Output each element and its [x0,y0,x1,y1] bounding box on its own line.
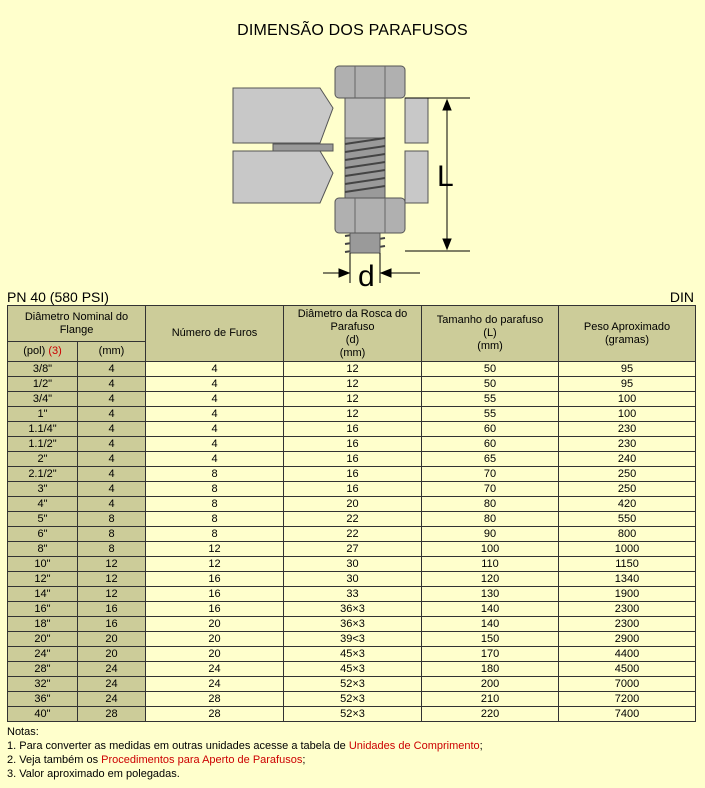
cell-peso: 7400 [559,707,696,722]
cell-mm: 4 [78,362,146,377]
table-row [8,422,696,437]
cell-mm: 8 [78,527,146,542]
cell-pol: 6" [8,527,78,542]
header-tamanho-line3: (mm) [477,340,503,352]
cell-tamanho: 220 [422,707,559,722]
cell-peso: 7000 [559,677,696,692]
cell-pol: 3/4" [8,392,78,407]
cell-tamanho: 80 [422,497,559,512]
pressure-class-label: PN 40 (580 PSI) [7,289,109,305]
header-peso [559,306,696,362]
cell-tamanho: 140 [422,602,559,617]
cell-tamanho: 65 [422,452,559,467]
cell-pol: 1.1/2" [8,437,78,452]
upper-flange-right [405,98,428,143]
header-tamanho [422,306,559,362]
table-row [8,392,696,407]
header-furos: Número de Furos [146,306,284,362]
cell-peso: 1900 [559,587,696,602]
table-row [8,617,696,632]
cell-mm: 8 [78,512,146,527]
cell-peso: 550 [559,512,696,527]
cell-rosca: 36×3 [284,617,422,632]
cell-peso: 7200 [559,692,696,707]
cell-furos: 4 [146,437,284,452]
cell-mm: 28 [78,707,146,722]
cell-peso: 1000 [559,542,696,557]
cell-furos: 16 [146,572,284,587]
cell-pol: 36" [8,692,78,707]
cell-rosca: 52×3 [284,692,422,707]
cell-tamanho: 200 [422,677,559,692]
cell-furos: 4 [146,452,284,467]
note-2-end: ; [302,754,306,766]
cell-rosca: 30 [284,557,422,572]
cell-tamanho: 130 [422,587,559,602]
cell-furos: 12 [146,557,284,572]
cell-furos: 20 [146,617,284,632]
cell-rosca: 16 [284,452,422,467]
gasket [273,144,333,151]
cell-pol: 24" [8,647,78,662]
cell-mm: 20 [78,647,146,662]
cell-pol: 28" [8,662,78,677]
cell-rosca: 52×3 [284,707,422,722]
table-row [8,467,696,482]
cell-tamanho: 120 [422,572,559,587]
cell-pol: 8" [8,542,78,557]
cell-tamanho: 100 [422,542,559,557]
cell-rosca: 36×3 [284,602,422,617]
cell-rosca: 52×3 [284,677,422,692]
label-d: d [358,260,375,288]
cell-peso: 100 [559,392,696,407]
cell-furos: 8 [146,497,284,512]
cell-mm: 12 [78,587,146,602]
header-flange: Diâmetro Nominal do Flange [8,306,146,342]
cell-peso: 95 [559,377,696,392]
note-3: 3. Valor aproximado em polegadas. [7,768,180,780]
cell-mm: 16 [78,602,146,617]
cell-furos: 28 [146,692,284,707]
cell-furos: 16 [146,602,284,617]
cell-pol: 32" [8,677,78,692]
header-peso-line1: Peso Aproximado [583,320,671,333]
table-row [8,452,696,467]
cell-peso: 1150 [559,557,696,572]
cell-peso: 240 [559,452,696,467]
cell-furos: 12 [146,542,284,557]
table-row [8,497,696,512]
cell-furos: 4 [146,377,284,392]
cell-rosca: 20 [284,497,422,512]
note-1-end: ; [479,740,483,752]
cell-tamanho: 80 [422,512,559,527]
cell-tamanho: 55 [422,392,559,407]
standard-label: DIN [669,289,694,305]
bolt-flange-diagram [225,58,485,288]
cell-rosca: 45×3 [284,662,422,677]
table-row [8,647,696,662]
table-row [8,707,696,722]
cell-rosca: 22 [284,512,422,527]
cell-peso: 100 [559,407,696,422]
cell-pol: 16" [8,602,78,617]
cell-mm: 12 [78,557,146,572]
cell-furos: 8 [146,527,284,542]
cell-rosca: 39<3 [284,632,422,647]
header-peso-line2: (gramas) [605,333,650,346]
header-tamanho-line2: (L) [483,327,497,339]
cell-furos: 20 [146,632,284,647]
cell-mm: 4 [78,407,146,422]
link-unidades-comprimento[interactable]: Unidades de Comprimento [348,740,480,752]
cell-mm: 24 [78,677,146,692]
cell-tamanho: 210 [422,692,559,707]
cell-furos: 24 [146,662,284,677]
cell-pol: 1" [8,407,78,422]
cell-rosca: 12 [284,377,422,392]
cell-pol: 12" [8,572,78,587]
cell-mm: 4 [78,467,146,482]
header-tamanho-line1: Tamanho do parafuso [436,314,544,326]
table-row [8,407,696,422]
header-mm: (mm) [78,342,146,362]
cell-peso: 4500 [559,662,696,677]
cell-rosca: 16 [284,467,422,482]
cell-pol: 3" [8,482,78,497]
cell-tamanho: 60 [422,437,559,452]
bolt-end [350,233,380,253]
cell-mm: 24 [78,692,146,707]
cell-furos: 16 [146,587,284,602]
cell-tamanho: 50 [422,377,559,392]
cell-pol: 3/8" [8,362,78,377]
cell-pol: 2" [8,452,78,467]
cell-rosca: 16 [284,422,422,437]
cell-tamanho: 50 [422,362,559,377]
cell-mm: 4 [78,437,146,452]
table-row [8,692,696,707]
cell-mm: 24 [78,662,146,677]
cell-tamanho: 70 [422,467,559,482]
cell-mm: 4 [78,497,146,512]
note-1-text: 1. Para converter as medidas em outras unidades acesse a tabela de [7,740,349,752]
cell-pol: 40" [8,707,78,722]
table-row [8,527,696,542]
header-rosca [284,306,422,362]
lower-flange-right [405,151,428,203]
cell-mm: 4 [78,377,146,392]
table-row [8,632,696,647]
cell-rosca: 12 [284,362,422,377]
table-row [8,377,696,392]
cell-tamanho: 140 [422,617,559,632]
cell-furos: 4 [146,422,284,437]
cell-tamanho: 110 [422,557,559,572]
table-row [8,677,696,692]
table-row [8,602,696,617]
table-row [8,557,696,572]
cell-pol: 10" [8,557,78,572]
cell-mm: 12 [78,572,146,587]
cell-tamanho: 90 [422,527,559,542]
cell-furos: 20 [146,647,284,662]
cell-pol: 20" [8,632,78,647]
cell-mm: 4 [78,482,146,497]
cell-peso: 230 [559,422,696,437]
cell-rosca: 22 [284,527,422,542]
cell-rosca: 30 [284,572,422,587]
cell-mm: 4 [78,452,146,467]
cell-rosca: 27 [284,542,422,557]
header-pol-note: (3) [48,345,62,357]
cell-furos: 8 [146,482,284,497]
table-row [8,362,696,377]
notes-heading: Notas: [7,726,39,738]
header-pol [8,342,78,362]
cell-peso: 4400 [559,647,696,662]
header-rosca-line3: (mm) [339,346,366,359]
cell-mm: 16 [78,617,146,632]
cell-pol: 2.1/2" [8,467,78,482]
note-2 [7,753,483,767]
link-procedimentos-aperto[interactable]: Procedimentos para Aperto de Parafusos [101,754,303,766]
notes [7,725,483,781]
cell-pol: 1.1/4" [8,422,78,437]
cell-rosca: 33 [284,587,422,602]
cell-mm: 4 [78,392,146,407]
upper-flange-left [233,88,333,143]
table-row [8,572,696,587]
cell-furos: 8 [146,512,284,527]
header-rosca-line1: Diâmetro da Rosca do Parafuso [297,307,408,333]
bolt-nut [335,198,405,233]
cell-furos: 4 [146,392,284,407]
cell-tamanho: 180 [422,662,559,677]
table-row [8,482,696,497]
cell-rosca: 16 [284,482,422,497]
bolt-dimension-table [7,305,696,722]
table-row [8,587,696,602]
label-L: L [437,160,454,193]
table-row [8,437,696,452]
cell-peso: 230 [559,437,696,452]
cell-furos: 24 [146,677,284,692]
cell-tamanho: 70 [422,482,559,497]
cell-pol: 18" [8,617,78,632]
cell-pol: 1/2" [8,377,78,392]
cell-furos: 8 [146,467,284,482]
table-row [8,542,696,557]
cell-peso: 2300 [559,617,696,632]
cell-rosca: 12 [284,407,422,422]
cell-tamanho: 55 [422,407,559,422]
cell-mm: 4 [78,422,146,437]
cell-peso: 2900 [559,632,696,647]
table-row [8,662,696,677]
note-1 [7,739,483,753]
cell-rosca: 45×3 [284,647,422,662]
cell-rosca: 12 [284,392,422,407]
table-row [8,512,696,527]
cell-pol: 14" [8,587,78,602]
header-rosca-line2: (d) [345,333,360,346]
cell-pol: 4" [8,497,78,512]
cell-peso: 2300 [559,602,696,617]
cell-tamanho: 150 [422,632,559,647]
cell-rosca: 16 [284,437,422,452]
cell-peso: 800 [559,527,696,542]
cell-peso: 250 [559,482,696,497]
cell-peso: 250 [559,467,696,482]
cell-furos: 4 [146,362,284,377]
cell-mm: 8 [78,542,146,557]
page-title: DIMENSÃO DOS PARAFUSOS [237,22,468,39]
cell-peso: 95 [559,362,696,377]
cell-peso: 1340 [559,572,696,587]
note-2-text: 2. Veja também os [7,754,102,766]
lower-flange-left [233,151,333,203]
cell-tamanho: 170 [422,647,559,662]
cell-pol: 5" [8,512,78,527]
cell-tamanho: 60 [422,422,559,437]
cell-furos: 28 [146,707,284,722]
cell-furos: 4 [146,407,284,422]
bolt-head [335,66,405,98]
cell-peso: 420 [559,497,696,512]
header-pol-label: (pol) [23,345,46,357]
cell-mm: 20 [78,632,146,647]
